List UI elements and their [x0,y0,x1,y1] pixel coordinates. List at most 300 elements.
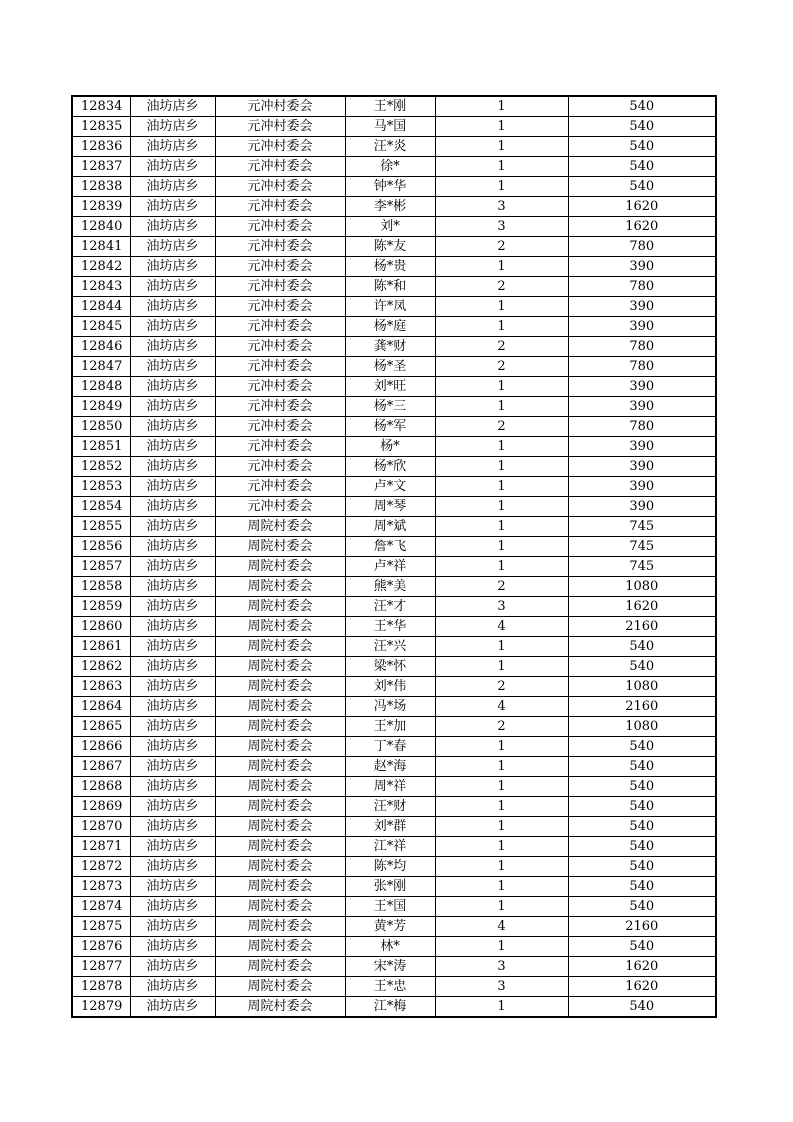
table-row [72,477,716,497]
amount-cell: 390 [568,317,716,337]
town-cell: 油坊店乡 [130,777,215,797]
row-id-cell: 12835 [72,117,130,137]
table-row [72,937,716,957]
row-id-cell: 12845 [72,317,130,337]
row-id-cell: 12840 [72,217,130,237]
people-count-cell: 1 [435,757,568,777]
people-count-cell: 1 [435,797,568,817]
table-row [72,757,716,777]
table-row [72,717,716,737]
town-cell: 油坊店乡 [130,617,215,637]
person-name-cell: 杨*圣 [345,357,435,377]
people-count-cell: 1 [435,537,568,557]
town-cell: 油坊店乡 [130,817,215,837]
village-committee-cell: 元冲村委会 [215,96,345,117]
record-table-body [72,96,716,1017]
village-committee-cell: 周院村委会 [215,837,345,857]
row-id-cell: 12856 [72,537,130,557]
village-committee-cell: 周院村委会 [215,577,345,597]
village-committee-cell: 周院村委会 [215,677,345,697]
person-name-cell: 张*刚 [345,877,435,897]
people-count-cell: 3 [435,597,568,617]
table-row [72,197,716,217]
row-id-cell: 12853 [72,477,130,497]
town-cell: 油坊店乡 [130,157,215,177]
village-committee-cell: 周院村委会 [215,617,345,637]
people-count-cell: 2 [435,237,568,257]
person-name-cell: 刘*旺 [345,377,435,397]
village-committee-cell: 元冲村委会 [215,217,345,237]
person-name-cell: 徐* [345,157,435,177]
town-cell: 油坊店乡 [130,797,215,817]
table-row [72,537,716,557]
village-committee-cell: 周院村委会 [215,637,345,657]
people-count-cell: 3 [435,977,568,997]
people-count-cell: 3 [435,197,568,217]
amount-cell: 540 [568,897,716,917]
amount-cell: 540 [568,137,716,157]
town-cell: 油坊店乡 [130,917,215,937]
village-committee-cell: 周院村委会 [215,857,345,877]
person-name-cell: 冯*场 [345,697,435,717]
table-row [72,897,716,917]
people-count-cell: 1 [435,177,568,197]
town-cell: 油坊店乡 [130,197,215,217]
table-row [72,957,716,977]
village-committee-cell: 周院村委会 [215,777,345,797]
town-cell: 油坊店乡 [130,557,215,577]
people-count-cell: 3 [435,957,568,977]
amount-cell: 2160 [568,617,716,637]
person-name-cell: 宋*涛 [345,957,435,977]
amount-cell: 540 [568,777,716,797]
village-committee-cell: 周院村委会 [215,997,345,1018]
row-id-cell: 12849 [72,397,130,417]
person-name-cell: 王*忠 [345,977,435,997]
amount-cell: 540 [568,177,716,197]
person-name-cell: 梁*怀 [345,657,435,677]
table-row [72,397,716,417]
person-name-cell: 陈*友 [345,237,435,257]
person-name-cell: 杨* [345,437,435,457]
village-committee-cell: 周院村委会 [215,757,345,777]
row-id-cell: 12869 [72,797,130,817]
amount-cell: 390 [568,497,716,517]
people-count-cell: 1 [435,497,568,517]
table-row [72,377,716,397]
person-name-cell: 汪*兴 [345,637,435,657]
people-count-cell: 1 [435,857,568,877]
village-committee-cell: 元冲村委会 [215,277,345,297]
person-name-cell: 王*国 [345,897,435,917]
town-cell: 油坊店乡 [130,997,215,1018]
person-name-cell: 王*刚 [345,96,435,117]
village-committee-cell: 元冲村委会 [215,437,345,457]
village-committee-cell: 元冲村委会 [215,497,345,517]
village-committee-cell: 周院村委会 [215,897,345,917]
amount-cell: 780 [568,417,716,437]
amount-cell: 1080 [568,577,716,597]
village-committee-cell: 元冲村委会 [215,457,345,477]
amount-cell: 540 [568,877,716,897]
row-id-cell: 12854 [72,497,130,517]
row-id-cell: 12861 [72,637,130,657]
row-id-cell: 12875 [72,917,130,937]
amount-cell: 540 [568,797,716,817]
amount-cell: 780 [568,237,716,257]
village-committee-cell: 周院村委会 [215,537,345,557]
town-cell: 油坊店乡 [130,517,215,537]
village-committee-cell: 周院村委会 [215,797,345,817]
people-count-cell: 1 [435,637,568,657]
people-count-cell: 1 [435,397,568,417]
village-committee-cell: 周院村委会 [215,597,345,617]
village-committee-cell: 周院村委会 [215,697,345,717]
village-committee-cell: 元冲村委会 [215,397,345,417]
row-id-cell: 12863 [72,677,130,697]
amount-cell: 745 [568,557,716,577]
person-name-cell: 李*彬 [345,197,435,217]
village-committee-cell: 周院村委会 [215,737,345,757]
town-cell: 油坊店乡 [130,257,215,277]
people-count-cell: 2 [435,717,568,737]
village-committee-cell: 元冲村委会 [215,477,345,497]
town-cell: 油坊店乡 [130,377,215,397]
row-id-cell: 12848 [72,377,130,397]
people-count-cell: 1 [435,517,568,537]
people-count-cell: 1 [435,877,568,897]
amount-cell: 1620 [568,977,716,997]
table-row [72,457,716,477]
amount-cell: 390 [568,257,716,277]
record-table [71,95,717,1018]
people-count-cell: 3 [435,217,568,237]
people-count-cell: 2 [435,417,568,437]
amount-cell: 540 [568,96,716,117]
person-name-cell: 龚*财 [345,337,435,357]
row-id-cell: 12877 [72,957,130,977]
amount-cell: 1620 [568,597,716,617]
person-name-cell: 杨*军 [345,417,435,437]
people-count-cell: 1 [435,96,568,117]
town-cell: 油坊店乡 [130,957,215,977]
village-committee-cell: 元冲村委会 [215,317,345,337]
amount-cell: 540 [568,757,716,777]
person-name-cell: 汪*炎 [345,137,435,157]
amount-cell: 390 [568,297,716,317]
amount-cell: 2160 [568,697,716,717]
town-cell: 油坊店乡 [130,477,215,497]
table-row [72,117,716,137]
person-name-cell: 江*祥 [345,837,435,857]
table-row [72,677,716,697]
amount-cell: 540 [568,937,716,957]
people-count-cell: 1 [435,117,568,137]
table-row [72,857,716,877]
village-committee-cell: 元冲村委会 [215,177,345,197]
table-row [72,557,716,577]
people-count-cell: 1 [435,937,568,957]
table-row [72,257,716,277]
people-count-cell: 2 [435,677,568,697]
table-row [72,297,716,317]
row-id-cell: 12837 [72,157,130,177]
table-row [72,797,716,817]
row-id-cell: 12878 [72,977,130,997]
person-name-cell: 刘*伟 [345,677,435,697]
people-count-cell: 1 [435,377,568,397]
table-row [72,997,716,1018]
row-id-cell: 12879 [72,997,130,1018]
person-name-cell: 马*国 [345,117,435,137]
row-id-cell: 12839 [72,197,130,217]
person-name-cell: 林* [345,937,435,957]
row-id-cell: 12842 [72,257,130,277]
table-row [72,317,716,337]
town-cell: 油坊店乡 [130,337,215,357]
row-id-cell: 12855 [72,517,130,537]
person-name-cell: 王*加 [345,717,435,737]
village-committee-cell: 周院村委会 [215,557,345,577]
people-count-cell: 1 [435,157,568,177]
amount-cell: 390 [568,457,716,477]
village-committee-cell: 周院村委会 [215,817,345,837]
row-id-cell: 12850 [72,417,130,437]
table-row [72,617,716,637]
table-row [72,157,716,177]
people-count-cell: 1 [435,457,568,477]
row-id-cell: 12874 [72,897,130,917]
people-count-cell: 4 [435,617,568,637]
town-cell: 油坊店乡 [130,737,215,757]
village-committee-cell: 元冲村委会 [215,137,345,157]
town-cell: 油坊店乡 [130,397,215,417]
village-committee-cell: 元冲村委会 [215,297,345,317]
table-row [72,517,716,537]
table-row [72,497,716,517]
village-committee-cell: 元冲村委会 [215,377,345,397]
table-row [72,637,716,657]
person-name-cell: 杨*庭 [345,317,435,337]
town-cell: 油坊店乡 [130,657,215,677]
village-committee-cell: 元冲村委会 [215,237,345,257]
amount-cell: 540 [568,737,716,757]
amount-cell: 745 [568,517,716,537]
table-row [72,177,716,197]
people-count-cell: 1 [435,817,568,837]
row-id-cell: 12876 [72,937,130,957]
person-name-cell: 杨*贵 [345,257,435,277]
village-committee-cell: 元冲村委会 [215,357,345,377]
village-committee-cell: 元冲村委会 [215,197,345,217]
amount-cell: 540 [568,657,716,677]
village-committee-cell: 周院村委会 [215,877,345,897]
person-name-cell: 周*祥 [345,777,435,797]
person-name-cell: 卢*文 [345,477,435,497]
amount-cell: 745 [568,537,716,557]
row-id-cell: 12872 [72,857,130,877]
table-row [72,357,716,377]
town-cell: 油坊店乡 [130,597,215,617]
row-id-cell: 12860 [72,617,130,637]
row-id-cell: 12871 [72,837,130,857]
table-row [72,657,716,677]
amount-cell: 540 [568,637,716,657]
amount-cell: 1620 [568,197,716,217]
row-id-cell: 12838 [72,177,130,197]
table-row [72,137,716,157]
table-row [72,577,716,597]
people-count-cell: 1 [435,777,568,797]
table-row [72,96,716,117]
row-id-cell: 12847 [72,357,130,377]
row-id-cell: 12865 [72,717,130,737]
people-count-cell: 1 [435,317,568,337]
town-cell: 油坊店乡 [130,117,215,137]
town-cell: 油坊店乡 [130,857,215,877]
amount-cell: 540 [568,857,716,877]
table-row [72,337,716,357]
town-cell: 油坊店乡 [130,877,215,897]
people-count-cell: 2 [435,577,568,597]
person-name-cell: 陈*和 [345,277,435,297]
row-id-cell: 12852 [72,457,130,477]
town-cell: 油坊店乡 [130,297,215,317]
people-count-cell: 2 [435,357,568,377]
town-cell: 油坊店乡 [130,137,215,157]
table-row [72,237,716,257]
amount-cell: 1620 [568,217,716,237]
person-name-cell: 刘* [345,217,435,237]
row-id-cell: 12866 [72,737,130,757]
person-name-cell: 詹*飞 [345,537,435,557]
amount-cell: 540 [568,837,716,857]
village-committee-cell: 周院村委会 [215,937,345,957]
amount-cell: 2160 [568,917,716,937]
people-count-cell: 2 [435,337,568,357]
person-name-cell: 钟*华 [345,177,435,197]
row-id-cell: 12841 [72,237,130,257]
town-cell: 油坊店乡 [130,317,215,337]
table-row [72,597,716,617]
people-count-cell: 1 [435,997,568,1018]
row-id-cell: 12851 [72,437,130,457]
person-name-cell: 周*琴 [345,497,435,517]
row-id-cell: 12859 [72,597,130,617]
table-row [72,837,716,857]
village-committee-cell: 周院村委会 [215,957,345,977]
village-committee-cell: 周院村委会 [215,657,345,677]
people-count-cell: 1 [435,737,568,757]
person-name-cell: 许*凤 [345,297,435,317]
table-row [72,417,716,437]
row-id-cell: 12843 [72,277,130,297]
town-cell: 油坊店乡 [130,237,215,257]
people-count-cell: 2 [435,277,568,297]
town-cell: 油坊店乡 [130,837,215,857]
village-committee-cell: 元冲村委会 [215,157,345,177]
town-cell: 油坊店乡 [130,277,215,297]
people-count-cell: 1 [435,657,568,677]
town-cell: 油坊店乡 [130,177,215,197]
amount-cell: 390 [568,437,716,457]
town-cell: 油坊店乡 [130,717,215,737]
person-name-cell: 杨*三 [345,397,435,417]
amount-cell: 540 [568,997,716,1018]
village-committee-cell: 周院村委会 [215,977,345,997]
table-row [72,817,716,837]
row-id-cell: 12834 [72,96,130,117]
amount-cell: 780 [568,337,716,357]
row-id-cell: 12868 [72,777,130,797]
town-cell: 油坊店乡 [130,637,215,657]
row-id-cell: 12836 [72,137,130,157]
amount-cell: 390 [568,397,716,417]
village-committee-cell: 元冲村委会 [215,337,345,357]
person-name-cell: 汪*财 [345,797,435,817]
village-committee-cell: 元冲村委会 [215,417,345,437]
people-count-cell: 4 [435,697,568,717]
row-id-cell: 12864 [72,697,130,717]
table-row [72,777,716,797]
row-id-cell: 12873 [72,877,130,897]
table-row [72,697,716,717]
people-count-cell: 1 [435,137,568,157]
amount-cell: 390 [568,377,716,397]
table-row [72,437,716,457]
village-committee-cell: 元冲村委会 [215,257,345,277]
person-name-cell: 丁*春 [345,737,435,757]
person-name-cell: 熊*美 [345,577,435,597]
person-name-cell: 汪*才 [345,597,435,617]
town-cell: 油坊店乡 [130,977,215,997]
table-row [72,737,716,757]
people-count-cell: 1 [435,477,568,497]
table-row [72,877,716,897]
people-count-cell: 1 [435,557,568,577]
amount-cell: 540 [568,117,716,137]
row-id-cell: 12844 [72,297,130,317]
row-id-cell: 12867 [72,757,130,777]
amount-cell: 540 [568,157,716,177]
table-row [72,277,716,297]
town-cell: 油坊店乡 [130,497,215,517]
amount-cell: 1080 [568,677,716,697]
town-cell: 油坊店乡 [130,437,215,457]
town-cell: 油坊店乡 [130,457,215,477]
amount-cell: 1620 [568,957,716,977]
person-name-cell: 杨*欣 [345,457,435,477]
people-count-cell: 1 [435,437,568,457]
village-committee-cell: 周院村委会 [215,717,345,737]
person-name-cell: 卢*祥 [345,557,435,577]
amount-cell: 780 [568,357,716,377]
row-id-cell: 12858 [72,577,130,597]
village-committee-cell: 周院村委会 [215,517,345,537]
people-count-cell: 1 [435,897,568,917]
amount-cell: 1080 [568,717,716,737]
town-cell: 油坊店乡 [130,577,215,597]
town-cell: 油坊店乡 [130,417,215,437]
person-name-cell: 陈*均 [345,857,435,877]
people-count-cell: 1 [435,257,568,277]
person-name-cell: 黄*芳 [345,917,435,937]
row-id-cell: 12870 [72,817,130,837]
town-cell: 油坊店乡 [130,697,215,717]
person-name-cell: 刘*群 [345,817,435,837]
village-committee-cell: 元冲村委会 [215,117,345,137]
people-count-cell: 4 [435,917,568,937]
